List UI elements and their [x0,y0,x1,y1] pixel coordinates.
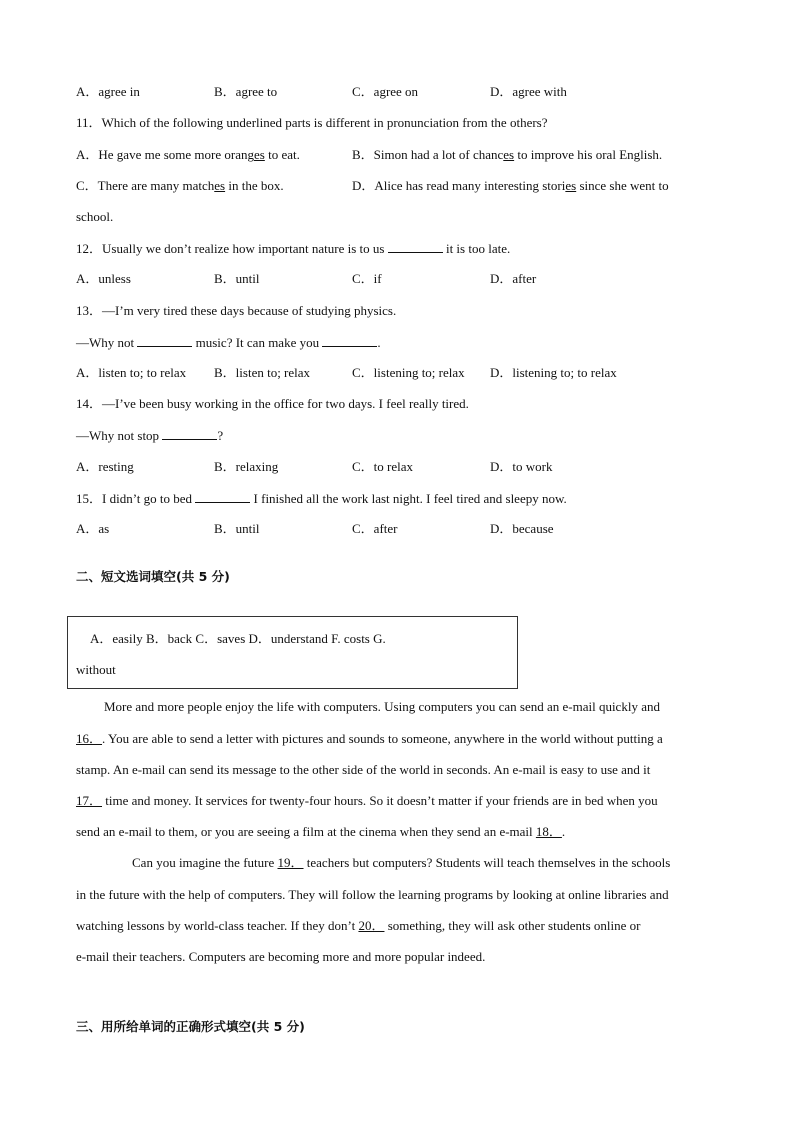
passage-line-4: 17． time and money. It services for twenty-four hours. So it doesn’t matter if your friends are in bed when you [76,793,658,808]
q13-line2: —Why not music? It can make you . [76,335,381,350]
blank-16[interactable]: 16． [76,731,103,746]
q14-option-b: B．relaxing [214,459,279,474]
q10-option-a: A．agree in [76,84,140,99]
q12-option-a: A．unless [76,271,131,286]
q11-stem: 11．Which of the following underlined parts is different in pronunciation from the others? [76,115,548,130]
q12-blank[interactable] [388,240,443,253]
q14-option-d: D．to work [490,459,553,474]
word-bank-box [67,616,518,689]
passage-line-9: e-mail their teachers. Computers are becoming more and more popular indeed. [76,949,486,964]
word-bank-line2: without [76,662,116,677]
q13-option-b: B．listen to; relax [214,365,311,380]
q14-blank[interactable] [162,427,217,440]
q11-option-d: D．Alice has read many interesting stories since she went to [352,178,669,193]
q11-option-d-cont: school. [76,209,114,224]
q14-line2: —Why not stop ? [76,428,224,443]
q15-stem: 15．I didn’t go to bed I finished all the work last night. I feel tired and sleepy now. [76,491,567,506]
q12-option-b: B．until [214,271,260,286]
q10-option-b: B．agree to [214,84,278,99]
q14-option-c: C．to relax [352,459,414,474]
blank-20[interactable]: 20． [358,918,385,933]
q15-option-b: B．until [214,521,260,536]
q11-option-c: C．There are many matches in the box. [76,178,284,193]
q12-option-c: C．if [352,271,382,286]
q13-stem: 13．—I’m very tired these days because of studying physics. [76,303,397,318]
q13-blank-1[interactable] [137,334,192,347]
passage-line-2: 16．. You are able to send a letter with pictures and sounds to someone, anywhere in the world without putting a [76,731,663,746]
blank-17[interactable]: 17． [76,793,103,808]
q12-option-d: D．after [490,271,537,286]
passage-line-5: send an e-mail to them, or you are seeing a film at the cinema when they send an e-mail 18．. [76,824,566,839]
q15-option-d: D．because [490,521,554,536]
q14-option-a: A．resting [76,459,134,474]
blank-19[interactable]: 19． [277,855,304,870]
q10-option-d: D．agree with [490,84,567,99]
q13-option-d: D．listening to; to relax [490,365,617,380]
q13-option-c: C．listening to; relax [352,365,465,380]
passage-line-6: Can you imagine the future 19． teachers but computers? Students will teach themselves in the schools [132,855,671,870]
q11-option-a: A．He gave me some more oranges to eat. [76,147,300,162]
q11-option-b: B．Simon had a lot of chances to improve his oral English. [352,147,663,162]
q12-stem: 12．Usually we don’t realize how important nature is to us it is too late. [76,241,511,256]
q10-option-c: C．agree on [352,84,419,99]
passage-line-3: stamp. An e-mail can send its message to the other side of the world in seconds. An e-mail is easy to use and it [76,762,651,777]
section2-heading: 二、短文选词填空(共 5 分) [76,569,230,584]
word-bank-line1: A．easily B．back C．saves D．understand F. costs G. [90,631,386,646]
q15-option-c: C．after [352,521,398,536]
passage-line-8: watching lessons by world-class teacher. If they don’t 20． something, they will ask other students online or [76,918,641,933]
passage-line-1: More and more people enjoy the life with computers. Using computers you can send an e-mail quickly and [104,699,660,714]
q13-blank-2[interactable] [322,334,377,347]
q15-blank[interactable] [195,490,250,503]
passage-line-7: in the future with the help of computers. They will follow the learning programs by looking at online libraries and [76,887,669,902]
q13-option-a: A．listen to; to relax [76,365,187,380]
q15-option-a: A．as [76,521,110,536]
blank-18[interactable]: 18． [535,824,562,839]
q14-stem: 14．—I’ve been busy working in the office for two days. I feel really tired. [76,396,469,411]
section3-heading: 三、用所给单词的正确形式填空(共 5 分) [76,1019,305,1034]
